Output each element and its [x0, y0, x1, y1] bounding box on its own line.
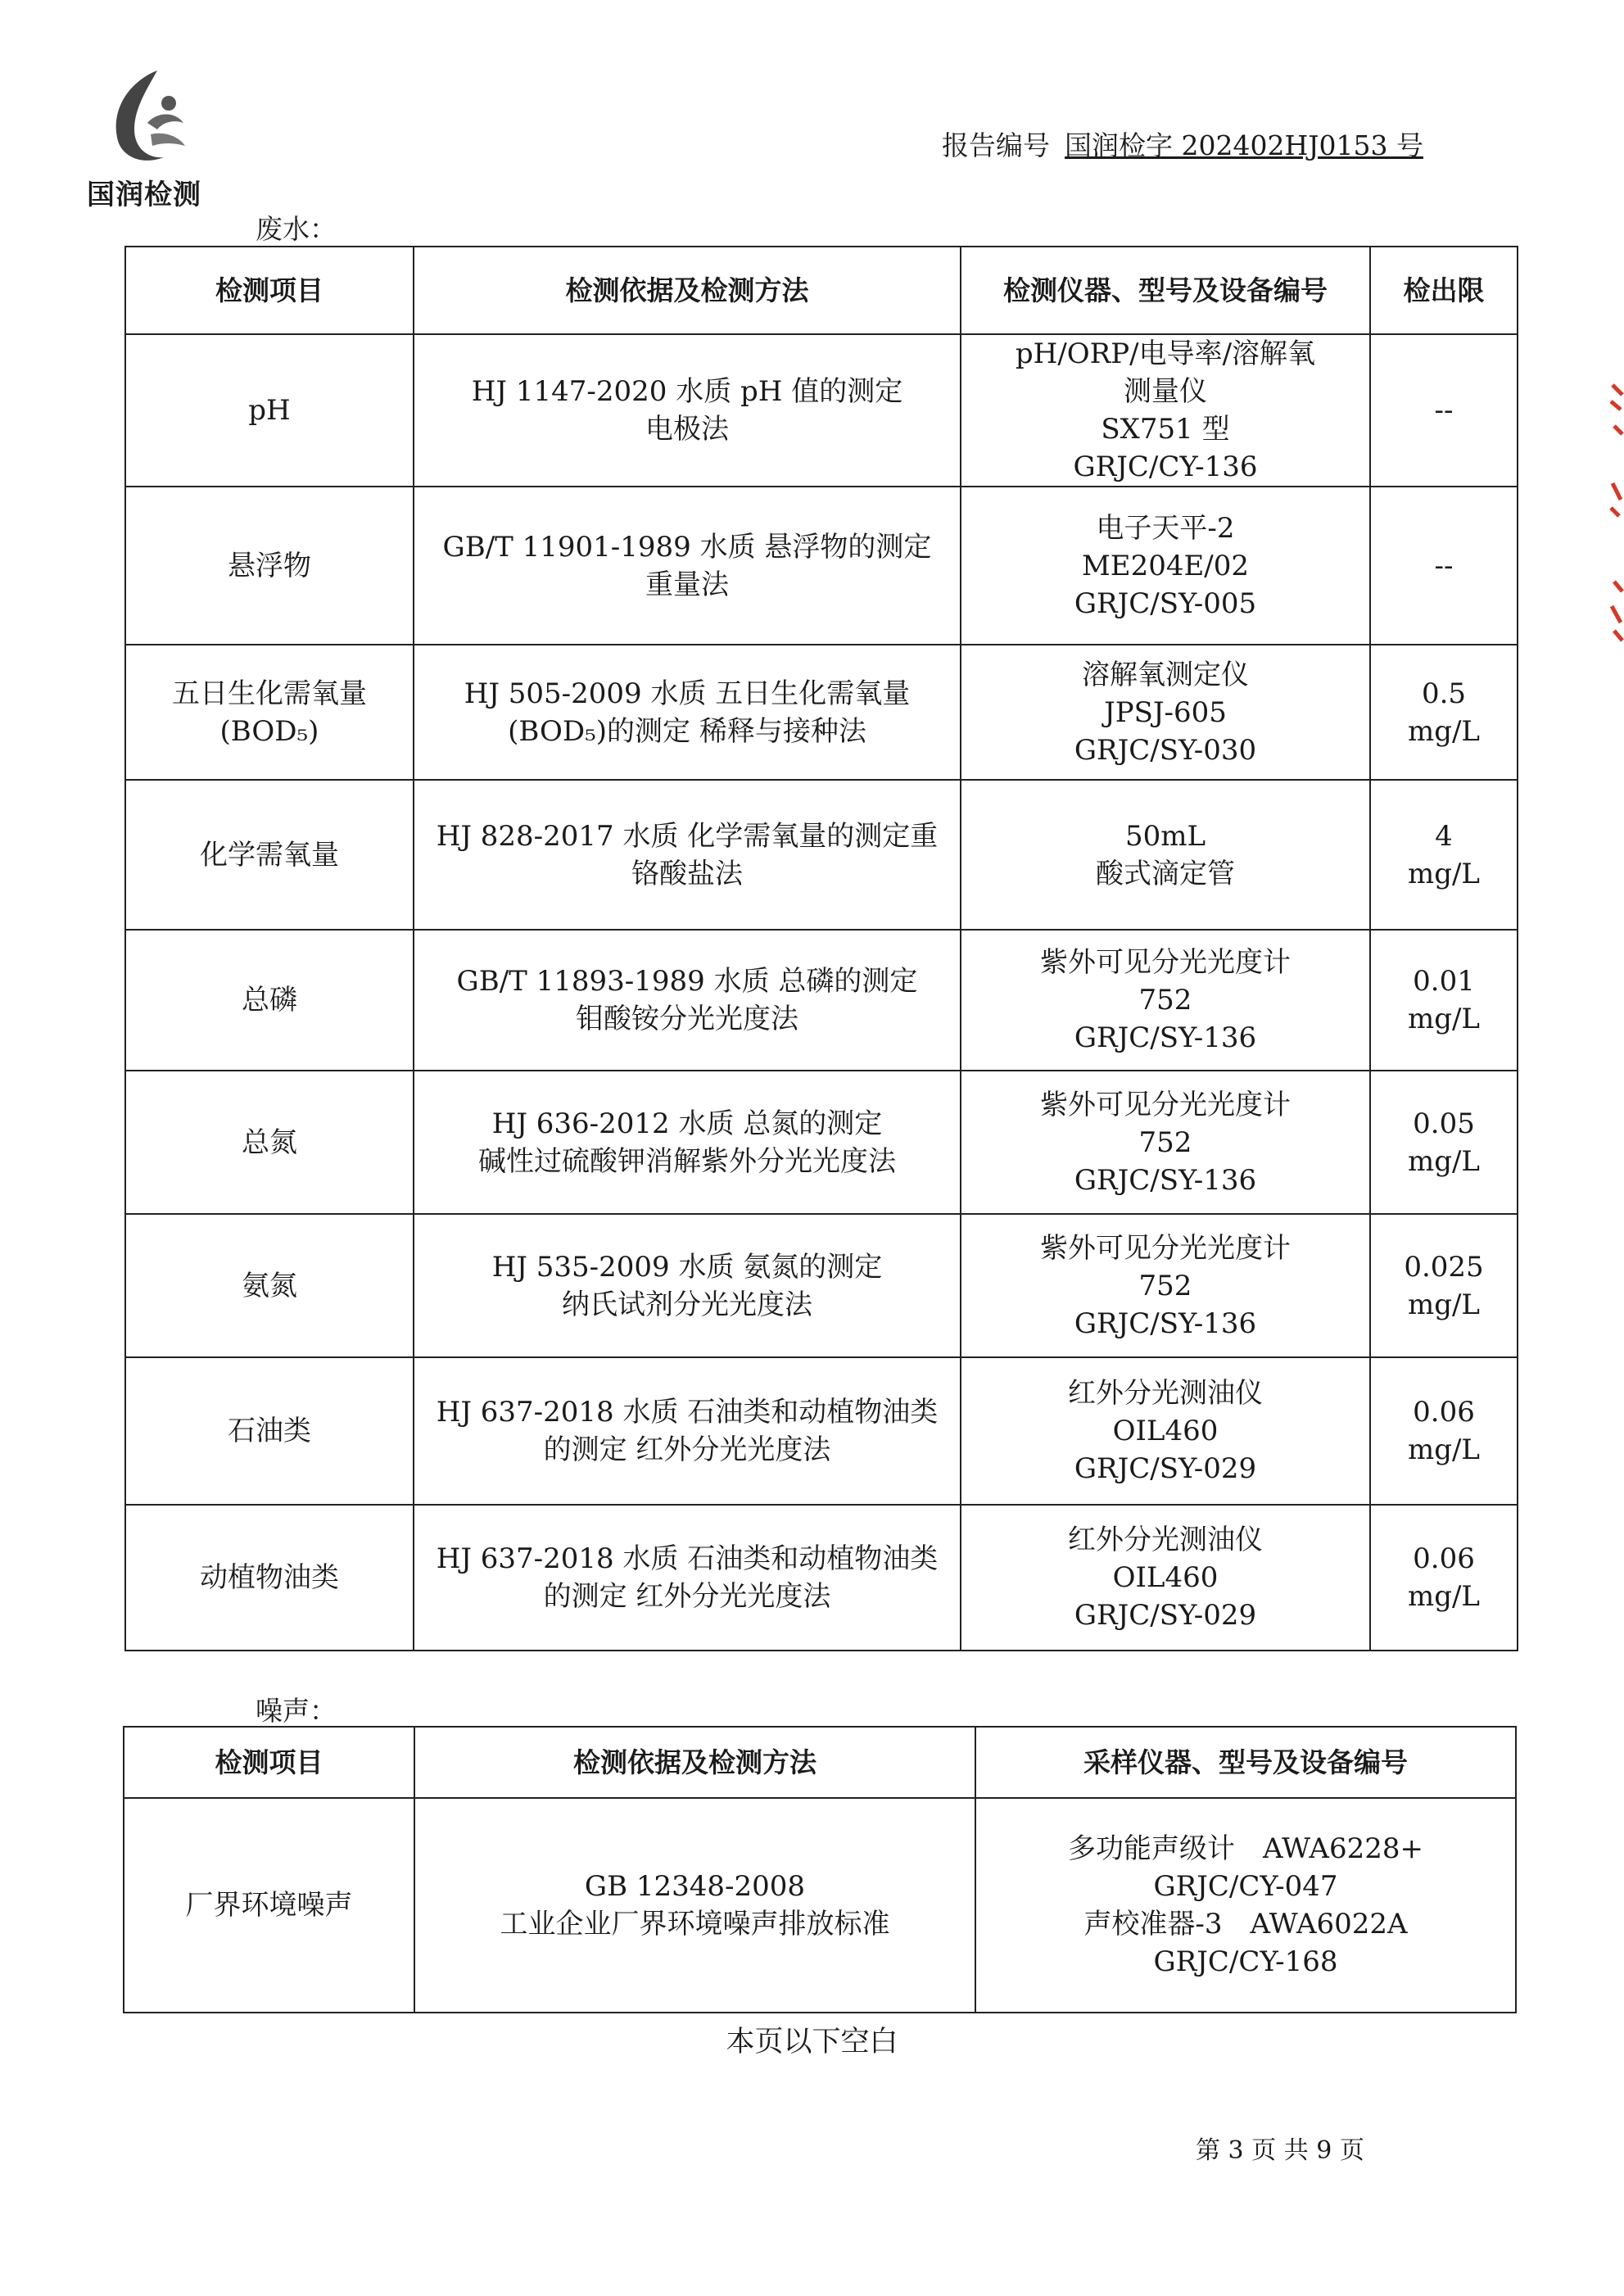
instrument-line: 紫外可见分光光度计: [1040, 946, 1291, 979]
column-header: 检测依据及检测方法: [414, 247, 961, 334]
instrument-line: GRJC/CY-047: [1153, 1870, 1338, 1903]
instrument-cell: [961, 334, 1370, 487]
method-line: 钼酸铵分光光度法: [576, 1003, 798, 1035]
method-line: 碱性过硫酸钾消解紫外分光光度法: [478, 1144, 896, 1178]
method-line: 纳氏试剂分光光度法: [562, 1288, 812, 1321]
method-line: GB/T 11893-1989 水质 总磷的测定: [456, 965, 918, 998]
method-line: (BOD₅)的测定 稀释与接种法: [508, 714, 866, 748]
report-number-label: 报告编号: [942, 129, 1050, 161]
item-line: 总氮: [242, 1125, 297, 1159]
table-row: [125, 780, 1518, 930]
instrument-line: 752: [1138, 1125, 1192, 1159]
item-cell: [124, 1798, 414, 2013]
instrument-line: ME204E/02: [1081, 549, 1250, 582]
limit-line: mg/L: [1407, 714, 1481, 748]
instrument-line: 752: [1138, 1269, 1192, 1302]
instrument-cell: [961, 645, 1370, 780]
limit-cell: [1370, 1214, 1518, 1357]
limit-line: mg/L: [1407, 857, 1481, 890]
method-line: HJ 1147-2020 水质 pH 值的测定: [471, 375, 903, 408]
instrument-line: GRJC/SY-136: [1074, 1163, 1257, 1197]
limit-line: 0.06: [1413, 1396, 1475, 1429]
instrument-line: SX751 型: [1101, 413, 1230, 446]
table-row: [125, 645, 1518, 780]
limit-line: mg/L: [1407, 1144, 1481, 1178]
instrument-cell: [961, 1505, 1370, 1651]
table-row: [125, 1357, 1518, 1505]
method-line: HJ 637-2018 水质 石油类和动植物油类: [436, 1542, 939, 1575]
table-row: [125, 1505, 1518, 1651]
limit-cell: [1370, 780, 1518, 930]
item-line: (BOD₅): [219, 714, 319, 748]
table-row: [125, 1214, 1518, 1357]
limit-cell: [1370, 487, 1518, 645]
method-line: HJ 636-2012 水质 总氮的测定: [491, 1107, 883, 1140]
item-cell: [125, 930, 414, 1071]
limit-line: 0.5: [1421, 677, 1467, 710]
logo-swirl-icon: [100, 66, 198, 168]
instrument-line: GRJC/SY-029: [1074, 1599, 1257, 1632]
column-header: 检测依据及检测方法: [414, 1727, 975, 1798]
instrument-line: 多功能声级计 AWA6228+: [1068, 1832, 1423, 1865]
table-row: [124, 1798, 1516, 2013]
column-header: 检出限: [1370, 247, 1518, 334]
column-header: 检测项目: [125, 247, 414, 334]
limit-cell: [1370, 1505, 1518, 1651]
method-line: HJ 505-2009 水质 五日生化需氧量: [464, 677, 911, 710]
noise-table: [123, 1726, 1517, 2013]
column-header: 检测仪器、型号及设备编号: [961, 247, 1370, 334]
instrument-line: GRJC/SY-029: [1074, 1452, 1257, 1485]
instrument-line: 测量仪: [1124, 375, 1207, 408]
page-number: 第 3 页 共 9 页: [1196, 2136, 1364, 2165]
instrument-cell: [961, 487, 1370, 645]
method-line: 的测定 红外分光光度法: [543, 1433, 831, 1466]
limit-line: --: [1434, 549, 1454, 582]
limit-line: --: [1434, 394, 1454, 427]
wastewater-section-label: 废水：: [256, 213, 337, 245]
method-cell: [414, 487, 961, 645]
limit-line: 0.05: [1413, 1107, 1475, 1140]
company-logo: [82, 66, 221, 209]
instrument-line: GRJC/CY-136: [1073, 451, 1258, 483]
method-cell: [414, 1798, 975, 2013]
method-cell: [414, 1071, 961, 1214]
item-line: 化学需氧量: [200, 838, 339, 872]
item-line: pH: [248, 394, 291, 427]
logo-text: 国润检测: [87, 179, 201, 211]
instrument-line: 红外分光测油仪: [1068, 1377, 1263, 1410]
item-cell: [125, 1357, 414, 1505]
item-cell: [125, 334, 414, 487]
instrument-cell: [975, 1798, 1516, 2013]
column-header: 检测项目: [124, 1727, 414, 1798]
method-cell: [414, 1357, 961, 1505]
limit-line: mg/L: [1407, 1580, 1481, 1613]
method-line: GB 12348-2008: [584, 1870, 806, 1903]
limit-cell: [1370, 930, 1518, 1071]
instrument-line: OIL460: [1112, 1415, 1219, 1447]
limit-line: mg/L: [1407, 1433, 1481, 1466]
report-number-value: 国润检字 202402HJ0153 号: [1065, 129, 1423, 161]
item-line: 石油类: [228, 1415, 311, 1447]
method-line: 的测定 红外分光光度法: [543, 1580, 831, 1613]
instrument-line: GRJC/CY-168: [1153, 1945, 1338, 1978]
instrument-line: 50mL: [1124, 819, 1206, 853]
item-cell: [125, 1071, 414, 1214]
blank-page-note: 本页以下空白: [726, 2026, 898, 2058]
method-line: 电极法: [645, 413, 729, 446]
item-cell: [125, 780, 414, 930]
method-cell: [414, 1214, 961, 1357]
instrument-line: OIL460: [1112, 1561, 1219, 1594]
instrument-line: 紫外可见分光光度计: [1040, 1231, 1291, 1265]
table-row: [125, 334, 1518, 487]
item-cell: [125, 1214, 414, 1357]
item-line: 五日生化需氧量: [172, 677, 367, 710]
limit-line: mg/L: [1407, 1288, 1481, 1321]
instrument-line: 752: [1138, 984, 1192, 1017]
instrument-cell: [961, 1214, 1370, 1357]
report-number: [942, 125, 1423, 163]
instrument-cell: [961, 780, 1370, 930]
instrument-line: GRJC/SY-136: [1074, 1021, 1257, 1054]
instrument-line: 紫外可见分光光度计: [1040, 1088, 1291, 1121]
method-cell: [414, 780, 961, 930]
red-seal-stamp-edge-icon: [1608, 377, 1624, 647]
limit-cell: [1370, 1071, 1518, 1214]
method-line: GB/T 11901-1989 水质 悬浮物的测定: [442, 530, 932, 564]
limit-line: 0.01: [1413, 965, 1475, 998]
item-line: 动植物油类: [200, 1561, 339, 1594]
method-line: HJ 535-2009 水质 氨氮的测定: [491, 1250, 883, 1284]
instrument-cell: [961, 1071, 1370, 1214]
noise-table-header: [124, 1727, 1516, 1798]
item-cell: [125, 487, 414, 645]
limit-cell: [1370, 645, 1518, 780]
item-line: 厂界环境噪声: [185, 1889, 353, 1922]
method-cell: [414, 930, 961, 1071]
instrument-line: GRJC/SY-030: [1074, 733, 1257, 767]
instrument-line: 电子天平-2: [1096, 511, 1235, 545]
limit-line: 0.025: [1404, 1250, 1484, 1284]
instrument-cell: [961, 1357, 1370, 1505]
limit-line: 4: [1435, 819, 1453, 853]
method-line: HJ 637-2018 水质 石油类和动植物油类: [436, 1396, 939, 1429]
item-cell: [125, 645, 414, 780]
item-cell: [125, 1505, 414, 1651]
instrument-line: 声校准器-3 AWA6022A: [1083, 1908, 1408, 1941]
noise-section-label: 噪声：: [256, 1695, 337, 1727]
instrument-line: GRJC/SY-136: [1074, 1307, 1257, 1340]
column-header: 采样仪器、型号及设备编号: [975, 1727, 1516, 1798]
item-line: 氨氮: [242, 1269, 297, 1302]
wastewater-table: [124, 246, 1518, 1651]
table-row: [125, 930, 1518, 1071]
instrument-cell: [961, 930, 1370, 1071]
table-row: [125, 1071, 1518, 1214]
item-line: 悬浮物: [228, 549, 311, 582]
instrument-line: pH/ORP/电导率/溶解氧: [1015, 337, 1316, 370]
method-cell: [414, 645, 961, 780]
limit-line: 0.06: [1413, 1542, 1475, 1575]
limit-line: mg/L: [1407, 1003, 1481, 1035]
instrument-line: 酸式滴定管: [1096, 857, 1235, 890]
instrument-line: GRJC/SY-005: [1074, 586, 1257, 620]
method-line: 重量法: [645, 568, 729, 601]
method-line: 铬酸盐法: [631, 857, 743, 890]
instrument-line: JPSJ-605: [1104, 695, 1227, 729]
instrument-line: 红外分光测油仪: [1068, 1524, 1263, 1556]
method-line: HJ 828-2017 水质 化学需氧量的测定重: [436, 819, 939, 853]
limit-cell: [1370, 1357, 1518, 1505]
item-line: 总磷: [242, 984, 297, 1017]
method-cell: [414, 334, 961, 487]
method-cell: [414, 1505, 961, 1651]
wastewater-table-header: [125, 247, 1518, 334]
method-line: 工业企业厂界环境噪声排放标准: [500, 1908, 890, 1941]
limit-cell: [1370, 334, 1518, 487]
table-row: [125, 487, 1518, 645]
instrument-line: 溶解氧测定仪: [1082, 658, 1249, 691]
